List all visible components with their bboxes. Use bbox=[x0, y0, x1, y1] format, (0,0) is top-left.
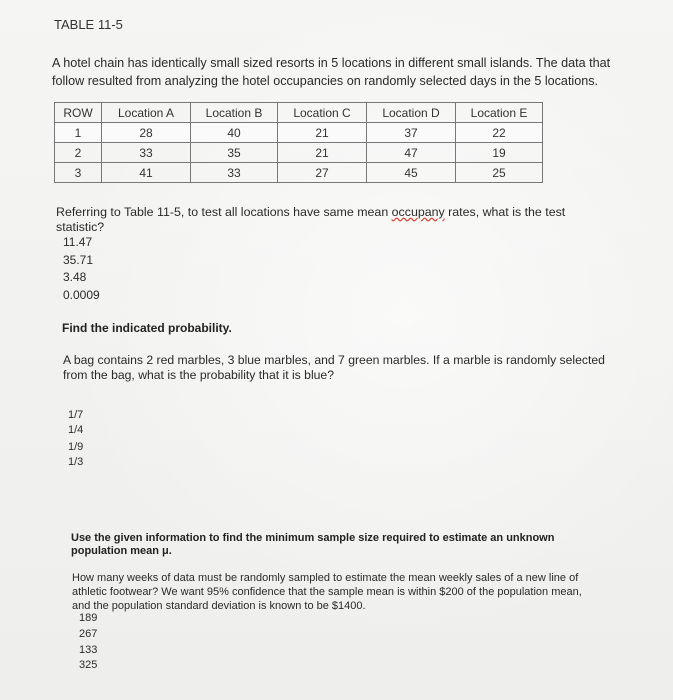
table-cell: 40 bbox=[191, 123, 278, 143]
question-3-option-b[interactable]: 267 bbox=[79, 628, 98, 640]
question-3-option-c[interactable]: 133 bbox=[79, 644, 98, 656]
header-row: ROW bbox=[55, 103, 102, 123]
question-2-option-d[interactable]: 1/3 bbox=[68, 456, 84, 468]
occupancy-table bbox=[54, 102, 543, 183]
table-cell: 25 bbox=[456, 163, 543, 183]
table-cell: 27 bbox=[278, 163, 367, 183]
question-1-option-c[interactable]: 3.48 bbox=[63, 270, 87, 284]
table-heading: TABLE 11-5 bbox=[54, 17, 123, 32]
table-cell: 33 bbox=[102, 143, 191, 163]
question-3-option-d[interactable]: 325 bbox=[79, 659, 98, 671]
question-1-text-before: Referring to Table 11-5, to test all locations have same mean bbox=[56, 205, 392, 219]
table-row bbox=[55, 123, 543, 143]
question-2-option-c[interactable]: 1/9 bbox=[68, 441, 84, 453]
header-location-e: Location E bbox=[456, 103, 543, 123]
question-2-option-a[interactable]: 1/7 bbox=[68, 409, 84, 421]
intro-paragraph: A hotel chain has identically small sized resorts in 5 locations in different small islands. The data that follow resulted from analyzing the hotel occupancies on randomly selected days in the 5 locations. bbox=[52, 56, 611, 88]
table-row bbox=[55, 163, 543, 183]
header-location-d: Location D bbox=[367, 103, 456, 123]
table-header-row bbox=[55, 103, 543, 123]
question-2-heading: Find the indicated probability. bbox=[62, 321, 232, 335]
table-cell: 3 bbox=[55, 163, 102, 183]
header-location-a: Location A bbox=[102, 103, 191, 123]
header-location-c: Location C bbox=[278, 103, 367, 123]
table-cell: 22 bbox=[456, 123, 543, 143]
table-cell: 33 bbox=[191, 163, 278, 183]
misspelled-word: occupany bbox=[391, 205, 445, 219]
table-cell: 2 bbox=[55, 143, 102, 163]
table-cell: 35 bbox=[191, 143, 278, 163]
question-1-text-after: rates, what is the test statistic? bbox=[56, 205, 566, 234]
question-1-text bbox=[56, 205, 596, 235]
question-2-option-b[interactable]: 1/4 bbox=[68, 424, 84, 436]
table-row bbox=[55, 143, 543, 163]
table-cell: 47 bbox=[367, 143, 456, 163]
table-cell: 19 bbox=[456, 143, 543, 163]
table-cell: 21 bbox=[278, 143, 367, 163]
table-cell: 41 bbox=[102, 163, 191, 183]
question-1-option-d[interactable]: 0.0009 bbox=[63, 288, 100, 302]
table-cell: 45 bbox=[367, 163, 456, 183]
table-cell: 37 bbox=[367, 123, 456, 143]
table-cell: 21 bbox=[278, 123, 367, 143]
question-3-heading: Use the given information to find the minimum sample size required to estimate an unknown population mean μ. bbox=[71, 532, 555, 557]
question-3-option-a[interactable]: 189 bbox=[79, 612, 98, 624]
question-1-option-b[interactable]: 35.71 bbox=[63, 253, 94, 267]
question-3-text: How many weeks of data must be randomly sampled to estimate the mean weekly sales of a new line of athletic footwear? We want 95% confidence that the sample mean is within $200 of the population mean, and the population standard deviation is known to be $1400. bbox=[72, 572, 582, 612]
table-cell: 1 bbox=[55, 123, 102, 143]
table-cell: 28 bbox=[102, 123, 191, 143]
question-1-option-a[interactable]: 11.47 bbox=[63, 235, 93, 249]
header-location-b: Location B bbox=[191, 103, 278, 123]
question-2-text: A bag contains 2 red marbles, 3 blue marbles, and 7 green marbles. If a marble is randomly selected from the bag, what is the probability that it is blue? bbox=[63, 353, 605, 382]
